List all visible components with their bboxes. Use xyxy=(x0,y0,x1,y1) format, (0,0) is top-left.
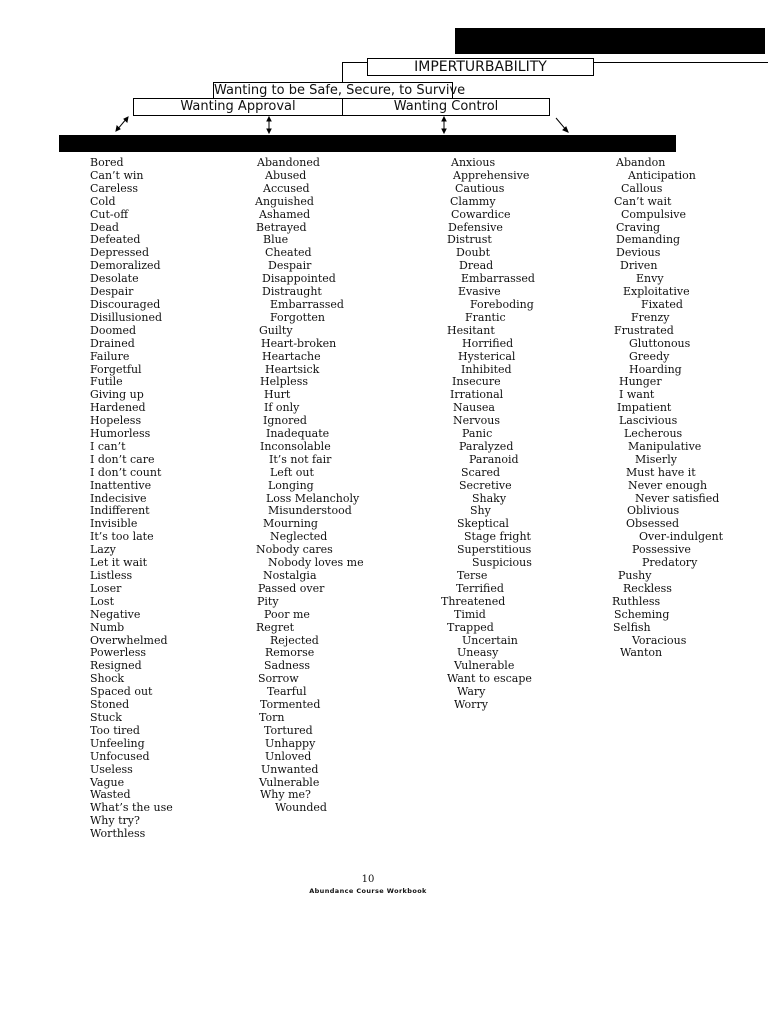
emotion-word: Loss Melancholy xyxy=(266,491,360,505)
emotion-word: Mourning xyxy=(263,517,318,531)
emotion-word: Selfish xyxy=(613,620,651,634)
emotion-word: Tormented xyxy=(260,698,321,712)
emotion-word: Defensive xyxy=(448,220,503,234)
word-column-1 xyxy=(90,157,173,841)
emotion-word: Heartsick xyxy=(265,362,320,376)
book-title xyxy=(0,887,736,895)
emotion-word: Predatory xyxy=(642,556,698,570)
word-column-2 xyxy=(255,157,364,815)
emotion-word: Despair xyxy=(268,259,312,273)
emotion-word: Torn xyxy=(259,710,285,724)
emotion-word: Heart-broken xyxy=(261,336,337,350)
emotion-word: Helpless xyxy=(260,375,308,389)
emotion-word: Abandoned xyxy=(257,156,320,169)
emotion-word: Wasted xyxy=(90,788,131,802)
emotion-word: Uncertain xyxy=(462,633,518,647)
emotion-word: Hopeless xyxy=(90,414,142,428)
emotion-word: Heartache xyxy=(262,349,321,363)
emotion-word: Abused xyxy=(265,168,307,182)
emotion-word: Anguished xyxy=(255,194,314,208)
emotion-word: Miserly xyxy=(635,452,677,466)
emotion-word: Distraught xyxy=(262,285,322,299)
emotion-word: Driven xyxy=(620,259,658,273)
emotion-word: Giving up xyxy=(90,388,144,402)
emotion-word: Nobody cares xyxy=(256,543,333,557)
emotion-word: Indecisive xyxy=(90,491,147,505)
emotion-word: Overwhelmed xyxy=(90,633,168,647)
emotion-word: Hurt xyxy=(264,388,291,402)
emotion-word: Nausea xyxy=(453,401,495,415)
emotion-word: Careless xyxy=(90,181,139,195)
emotion-word: Guilty xyxy=(259,323,293,337)
emotion-word: Compulsive xyxy=(621,207,687,221)
emotion-word: Doomed xyxy=(90,323,137,337)
control-label: Wanting Control xyxy=(393,99,499,114)
emotion-word: Ignored xyxy=(263,414,307,428)
emotion-word: Terse xyxy=(457,569,488,582)
emotion-word: Vulnerable xyxy=(259,775,320,789)
emotion-word: Hoarding xyxy=(629,362,682,376)
emotion-word: Inadequate xyxy=(266,427,330,441)
emotion-word: Craving xyxy=(616,220,661,234)
emotion-word: Over-indulgent xyxy=(639,530,724,544)
emotion-word: Demanding xyxy=(616,233,681,247)
word-column-3 xyxy=(441,156,535,712)
emotion-word: Disappointed xyxy=(262,272,336,286)
emotion-word: Vulnerable xyxy=(454,659,515,673)
emotion-word: Can’t win xyxy=(90,168,144,182)
emotion-word: Depressed xyxy=(90,246,149,260)
emotion-word: Never satisfied xyxy=(635,491,720,505)
emotion-word: Sadness xyxy=(264,659,311,673)
emotion-word: Drained xyxy=(90,336,135,350)
emotion-word: Negative xyxy=(90,607,141,621)
arrow-down-left-icon xyxy=(116,117,128,131)
emotion-word: Useless xyxy=(90,762,133,776)
emotion-word: Regret xyxy=(256,620,295,634)
emotion-word: Secretive xyxy=(459,478,512,492)
emotion-word: Anticipation xyxy=(628,168,696,182)
arrow-up-down-icon xyxy=(442,117,446,133)
safety-label: Wanting to be Safe, Secure, to Survive xyxy=(214,83,466,98)
emotion-word: Betrayed xyxy=(256,220,307,234)
emotion-word: Invisible xyxy=(90,517,138,531)
emotion-word: Ashamed xyxy=(259,207,311,221)
emotion-word: Unhappy xyxy=(265,736,316,750)
emotion-word: Left out xyxy=(270,465,314,479)
emotion-word: Stage fright xyxy=(464,530,531,544)
emotion-word: Resigned xyxy=(90,659,142,673)
emotion-word: Frustrated xyxy=(614,323,674,337)
emotion-word: Unloved xyxy=(265,749,312,763)
emotion-word: Powerless xyxy=(90,646,147,660)
emotion-word: Worthless xyxy=(90,827,146,841)
emotion-word: Tortured xyxy=(264,723,313,737)
emotion-word: Wary xyxy=(457,685,486,699)
emotion-word: Worry xyxy=(454,698,488,712)
page-title: IMPERTURBABILITY xyxy=(414,59,547,75)
emotion-word: Let it wait xyxy=(90,556,148,570)
emotion-word: It’s too late xyxy=(90,530,154,544)
emotion-word: Spaced out xyxy=(90,685,153,699)
emotion-word: Unwanted xyxy=(261,762,319,776)
emotion-word: Fixated xyxy=(641,297,683,311)
emotion-word: I don’t care xyxy=(90,452,155,466)
page-number-text: 10 xyxy=(361,874,375,885)
emotion-word: Inhibited xyxy=(461,362,512,376)
emotion-word: Dread xyxy=(459,259,494,273)
emotion-word: I can’t xyxy=(90,439,126,453)
emotion-word: Forgetful xyxy=(90,362,142,376)
emotion-word: Vague xyxy=(90,775,125,789)
emotion-word: Voracious xyxy=(632,633,687,647)
emotion-word: Cold xyxy=(90,194,116,208)
emotion-word: Cut-off xyxy=(90,207,129,221)
emotion-word: Numb xyxy=(90,620,125,634)
emotion-word: Trapped xyxy=(447,620,494,634)
emotion-word: Doubt xyxy=(456,246,490,260)
emotion-word: Inattentive xyxy=(90,478,152,492)
emotion-word: Futile xyxy=(90,375,123,389)
emotion-word: Unfeeling xyxy=(90,736,145,750)
emotion-word: Never enough xyxy=(628,478,708,492)
emotion-word: Lost xyxy=(90,594,114,608)
emotion-word: Why try? xyxy=(90,814,140,828)
emotion-word: Insecure xyxy=(452,375,501,389)
emotion-word: Abandon xyxy=(616,156,666,169)
book-title-text: Abundance Course Workbook xyxy=(309,887,427,895)
emotion-word: Cautious xyxy=(455,181,505,195)
emotion-word: Paranoid xyxy=(469,452,519,466)
emotion-word: Misunderstood xyxy=(268,504,352,518)
emotion-word: Want to escape xyxy=(447,672,532,686)
emotion-word: Defeated xyxy=(90,233,141,247)
emotion-word: Clammy xyxy=(450,194,496,208)
emotion-word: Threatened xyxy=(441,594,506,608)
emotion-word: Suspicious xyxy=(472,556,532,570)
emotion-word: Exploitative xyxy=(623,285,690,299)
arrows-svg xyxy=(0,0,768,140)
emotion-word: Listless xyxy=(90,569,133,582)
emotion-word: Why me? xyxy=(260,788,311,802)
emotion-word: Distrust xyxy=(447,233,492,247)
emotion-word: Rejected xyxy=(270,633,319,647)
emotion-word: Pushy xyxy=(618,569,652,582)
emotion-word: Skeptical xyxy=(457,517,509,531)
emotion-word: Neglected xyxy=(270,530,328,544)
emotion-word: Frantic xyxy=(465,310,506,324)
emotion-word: Nervous xyxy=(453,414,500,428)
emotion-word: Lascivious xyxy=(619,414,678,428)
emotion-word: Irrational xyxy=(450,388,504,402)
emotion-word: Impatient xyxy=(617,401,672,415)
emotion-word: Dead xyxy=(90,220,119,234)
emotion-word: Nobody loves me xyxy=(268,556,364,570)
emotion-word: Manipulative xyxy=(628,439,702,453)
emotion-word: Anxious xyxy=(451,156,496,169)
emotion-word: Bored xyxy=(90,156,124,169)
emotion-word: Terrified xyxy=(456,581,504,595)
emotion-word: Embarrassed xyxy=(270,297,344,311)
emotion-word: Scared xyxy=(461,465,501,479)
emotion-word: Despair xyxy=(90,285,134,299)
emotion-word: Shy xyxy=(470,504,491,518)
emotion-word: Paralyzed xyxy=(459,439,514,453)
emotion-word: Stuck xyxy=(90,710,122,724)
emotion-word: Disillusioned xyxy=(90,310,163,324)
emotion-word: If only xyxy=(264,401,300,415)
emotion-word: What’s the use xyxy=(90,801,173,815)
emotion-word: Oblivious xyxy=(627,504,680,518)
emotion-word: Gluttonous xyxy=(629,336,691,350)
emotion-word: Indifferent xyxy=(90,504,150,518)
emotion-word: Greedy xyxy=(629,349,670,363)
emotion-word: Reckless xyxy=(623,581,672,595)
emotion-word: Hunger xyxy=(619,375,662,389)
emotion-word: Passed over xyxy=(258,581,325,595)
emotion-word: Sorrow xyxy=(258,672,299,686)
emotion-word: Failure xyxy=(90,349,130,363)
emotion-word: Wanton xyxy=(620,646,663,660)
emotion-word: Inconsolable xyxy=(260,439,331,453)
approval-label: Wanting Approval xyxy=(180,99,296,114)
emotion-word: I want xyxy=(619,388,655,402)
emotion-word: Scheming xyxy=(614,607,670,621)
emotion-word: Can’t wait xyxy=(614,194,672,208)
emotion-word: Unfocused xyxy=(90,749,150,763)
emotion-word: Obsessed xyxy=(626,517,680,531)
emotion-word: Lecherous xyxy=(624,427,683,441)
emotion-word: Horrified xyxy=(462,336,514,350)
emotion-word: Cowardice xyxy=(451,207,511,221)
arrow-up-down-icon xyxy=(267,117,271,133)
emotion-word: Pity xyxy=(257,594,279,608)
emotion-word: Ruthless xyxy=(612,594,661,608)
emotion-word: Discouraged xyxy=(90,297,161,311)
emotion-word: Callous xyxy=(621,181,663,195)
emotion-word: Possessive xyxy=(632,543,691,557)
emotion-word: Blue xyxy=(263,233,289,247)
main-black-band xyxy=(59,135,676,152)
emotion-word: Cheated xyxy=(265,246,312,260)
emotion-word: Envy xyxy=(636,272,664,286)
emotion-word: Shaky xyxy=(472,491,507,505)
emotion-word: Apprehensive xyxy=(453,168,530,182)
emotion-word: Wounded xyxy=(275,801,327,815)
emotion-word: Panic xyxy=(462,427,493,441)
emotion-word: It’s not fair xyxy=(269,452,332,466)
emotion-word: Forgotten xyxy=(270,310,326,324)
emotion-word: Shock xyxy=(90,672,125,686)
emotion-word: Must have it xyxy=(626,465,696,479)
emotion-word: Stoned xyxy=(90,698,130,712)
emotion-word: Loser xyxy=(90,581,122,595)
emotion-word: Tearful xyxy=(267,685,307,699)
emotion-word: Devious xyxy=(616,246,661,260)
emotion-word: Timid xyxy=(454,607,486,621)
emotion-word: Uneasy xyxy=(457,646,499,660)
emotion-word: Longing xyxy=(268,478,314,492)
emotion-word: Evasive xyxy=(458,285,501,299)
word-column-4 xyxy=(612,157,723,660)
emotion-word: Frenzy xyxy=(631,310,670,324)
emotion-word: Poor me xyxy=(264,607,310,621)
emotion-word: Hardened xyxy=(90,401,146,415)
emotion-word: Lazy xyxy=(90,543,116,557)
emotion-word: Nostalgia xyxy=(263,569,317,582)
emotion-word: Remorse xyxy=(265,646,315,660)
emotion-word: Embarrassed xyxy=(461,272,535,286)
emotion-word: Too tired xyxy=(90,723,140,737)
emotion-word: I don’t count xyxy=(90,465,162,479)
emotion-word: Demoralized xyxy=(90,259,161,273)
emotion-word: Hysterical xyxy=(458,349,516,363)
emotion-word: Humorless xyxy=(90,427,151,441)
emotion-word: Desolate xyxy=(90,272,139,286)
arrow-down-right-icon xyxy=(556,118,568,132)
page-number xyxy=(0,874,736,885)
emotion-word: Foreboding xyxy=(470,297,534,311)
emotion-word: Accused xyxy=(263,181,310,195)
emotion-word: Hesitant xyxy=(447,323,495,337)
emotion-word: Superstitious xyxy=(457,543,532,557)
